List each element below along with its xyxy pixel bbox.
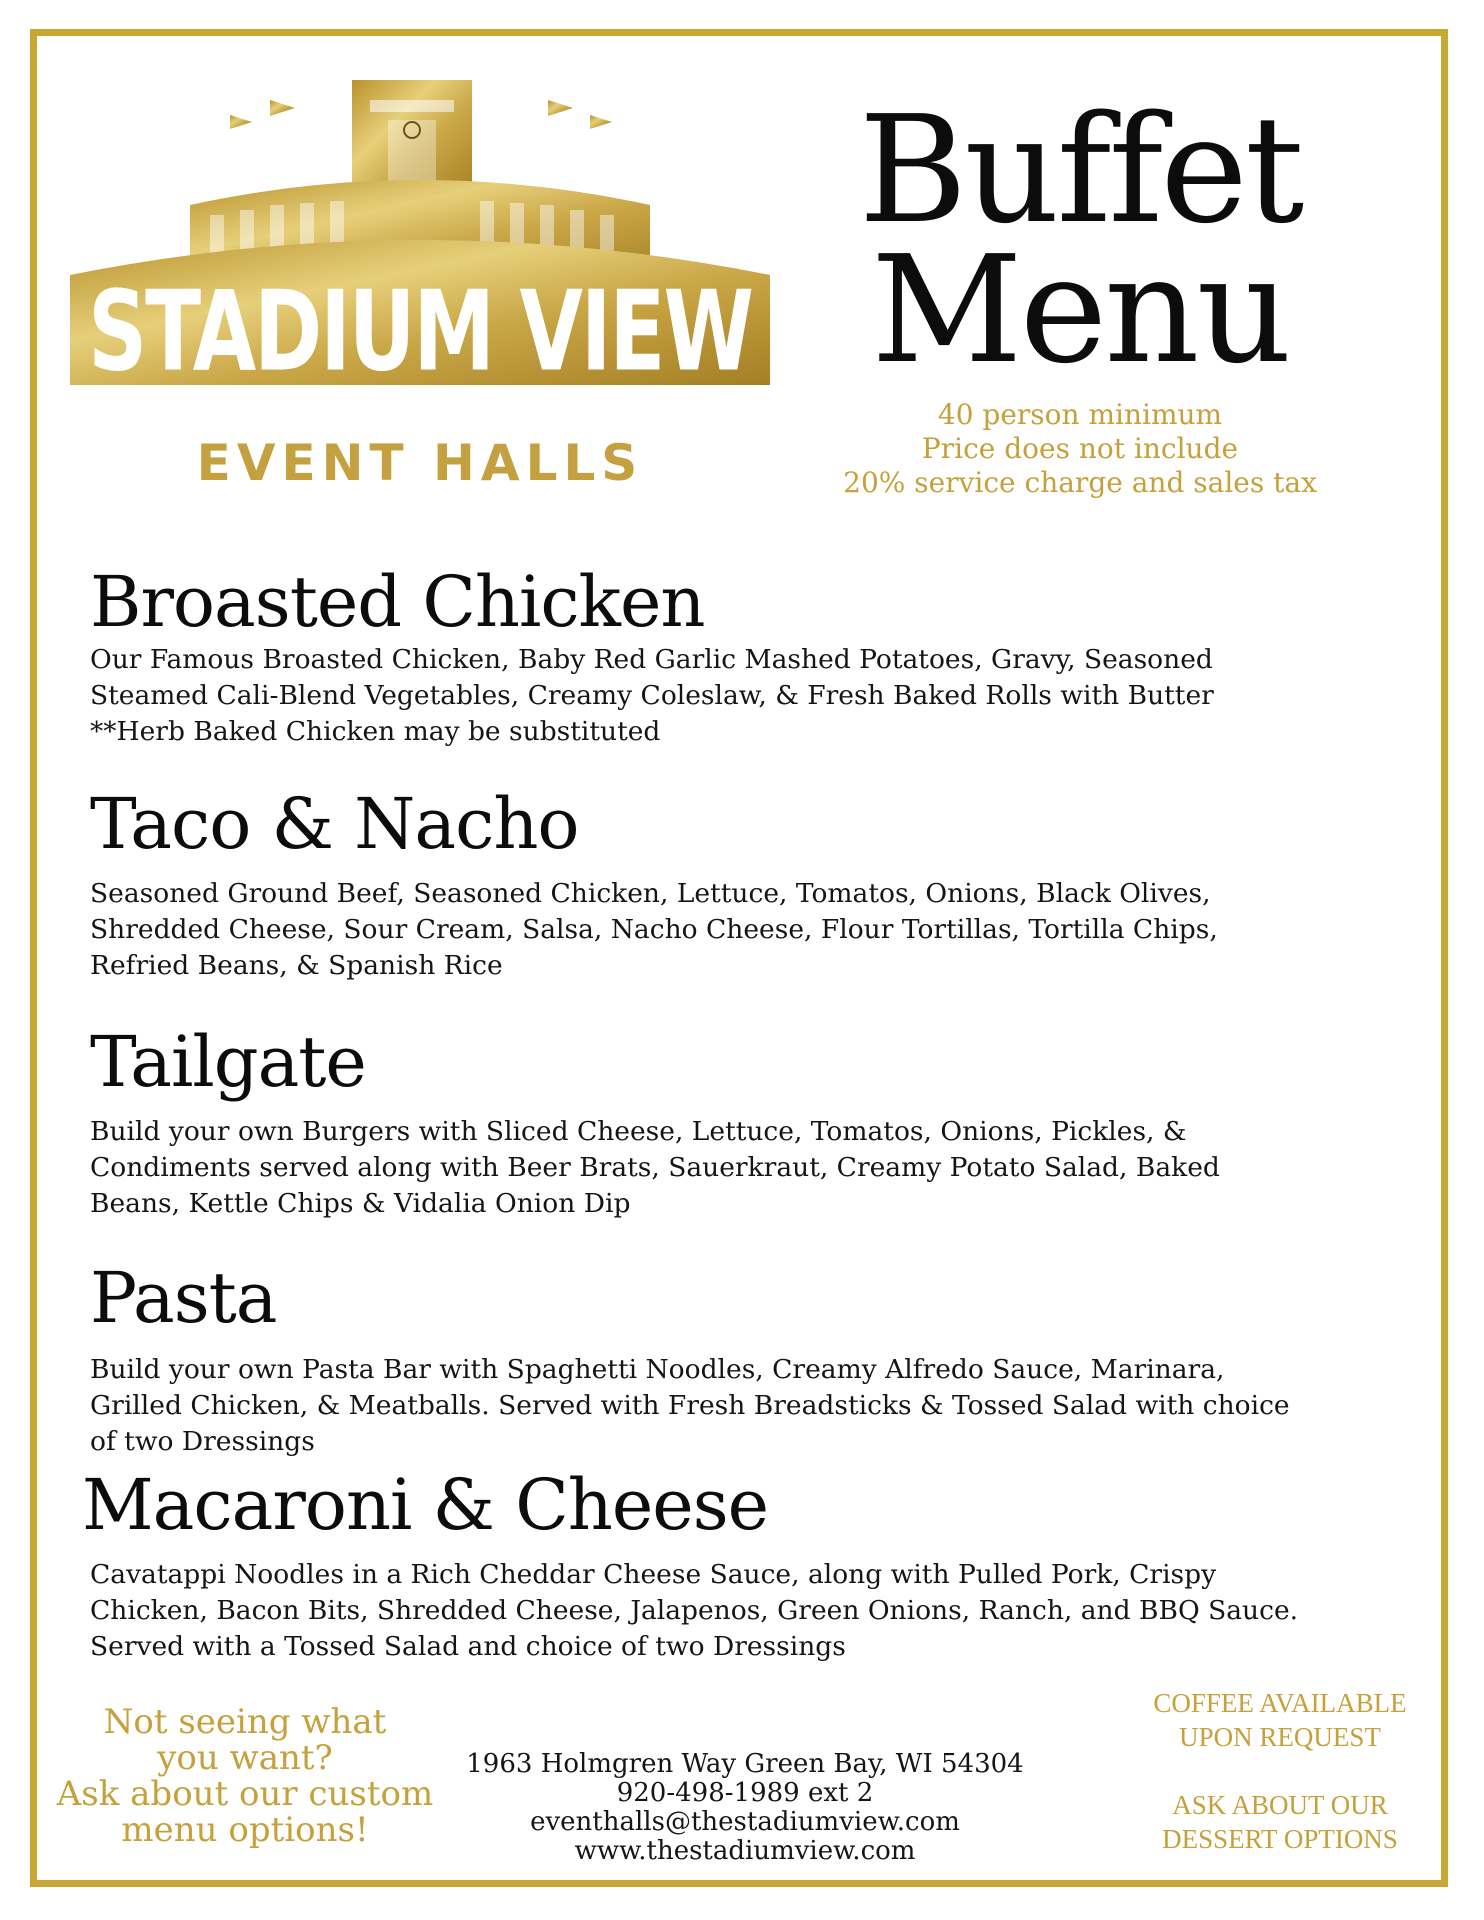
section-description: Seasoned Ground Beef, Seasoned Chicken, Lettuce, Tomatos, Onions, Black Olives, Shredded Cheese, Sour Cream, Salsa, Nacho Cheese, Flour Tortillas, Tortilla Chips, Refried Beans, & Spanish Rice [90,878,1218,981]
section-title: Pasta [90,1257,277,1339]
dessert-line: DESSERT OPTIONS [1162,1824,1398,1854]
pricing-note [820,398,1340,500]
coffee-line: UPON REQUEST [1179,1722,1381,1752]
section-description: Build your own Pasta Bar with Spaghetti Noodles, Creamy Alfredo Sauce, Marinara, Grilled Chicken, & Meatballs. Served with Fresh Breadsticks & Tossed Salad with choice of two Dressings [90,1354,1290,1457]
menu-section-taco-nacho [90,784,1410,984]
callout-line: Not seeing what [103,1702,387,1742]
extras-notes [1120,1686,1440,1856]
section-title: Taco & Nacho [90,783,579,865]
custom-menu-callout [50,1704,440,1848]
website-link[interactable]: www.thestadiumview.com [574,1836,916,1866]
logo-text-secondary: EVENT HALLS [196,434,644,492]
logo-text-primary: STADIUM VIEW [88,267,752,396]
menu-title [820,84,1340,396]
menu-section-macaroni-cheese [82,1465,1402,1665]
section-title: Broasted Chicken [90,561,705,643]
title-line-2: Menu [871,224,1289,396]
menu-section-tailgate [90,1022,1410,1222]
section-title: Macaroni & Cheese [82,1464,769,1546]
stadium-view-logo [70,75,770,505]
phone: 920-498-1989 ext 2 [616,1778,874,1808]
coffee-line: COFFEE AVAILABLE [1153,1688,1407,1718]
note-line: 20% service charge and sales tax [843,466,1317,499]
callout-line: menu options! [121,1810,369,1850]
email-link[interactable]: eventhalls@thestadiumview.com [530,1807,960,1837]
contact-info [445,1750,1045,1866]
callout-line: you want? [157,1738,333,1778]
section-description: Build your own Burgers with Sliced Cheese, Lettuce, Tomatos, Onions, Pickles, & Condiments served along with Beer Brats, Sauerkraut, Creamy Potato Salad, Baked Beans, Kettle Chips & Vidalia Onion Dip [90,1116,1220,1219]
title-line-1: Buffet [858,84,1302,256]
address: 1963 Holmgren Way Green Bay, WI 54304 [466,1749,1024,1779]
callout-line: Ask about our custom [56,1774,434,1814]
note-line: Price does not include [921,432,1239,465]
section-title: Tailgate [90,1021,366,1103]
menu-section-broasted-chicken [90,562,1410,750]
menu-section-pasta [90,1258,1410,1460]
section-description: Cavatappi Noodles in a Rich Cheddar Cheese Sauce, along with Pulled Pork, Crispy Chicken, Bacon Bits, Shredded Cheese, Jalapenos, Green Onions, Ranch, and BBQ Sauce. Served with a Tossed Salad and choice of two Dressings [90,1559,1299,1662]
section-description: Our Famous Broasted Chicken, Baby Red Garlic Mashed Potatoes, Gravy, Seasoned Steamed Cali-Blend Vegetables, Creamy Coleslaw, & Fresh Baked Rolls with Butter **Herb Baked Chicken may be substituted [90,644,1214,747]
note-line: 40 person minimum [937,398,1223,431]
dessert-line: ASK ABOUT OUR [1172,1790,1388,1820]
